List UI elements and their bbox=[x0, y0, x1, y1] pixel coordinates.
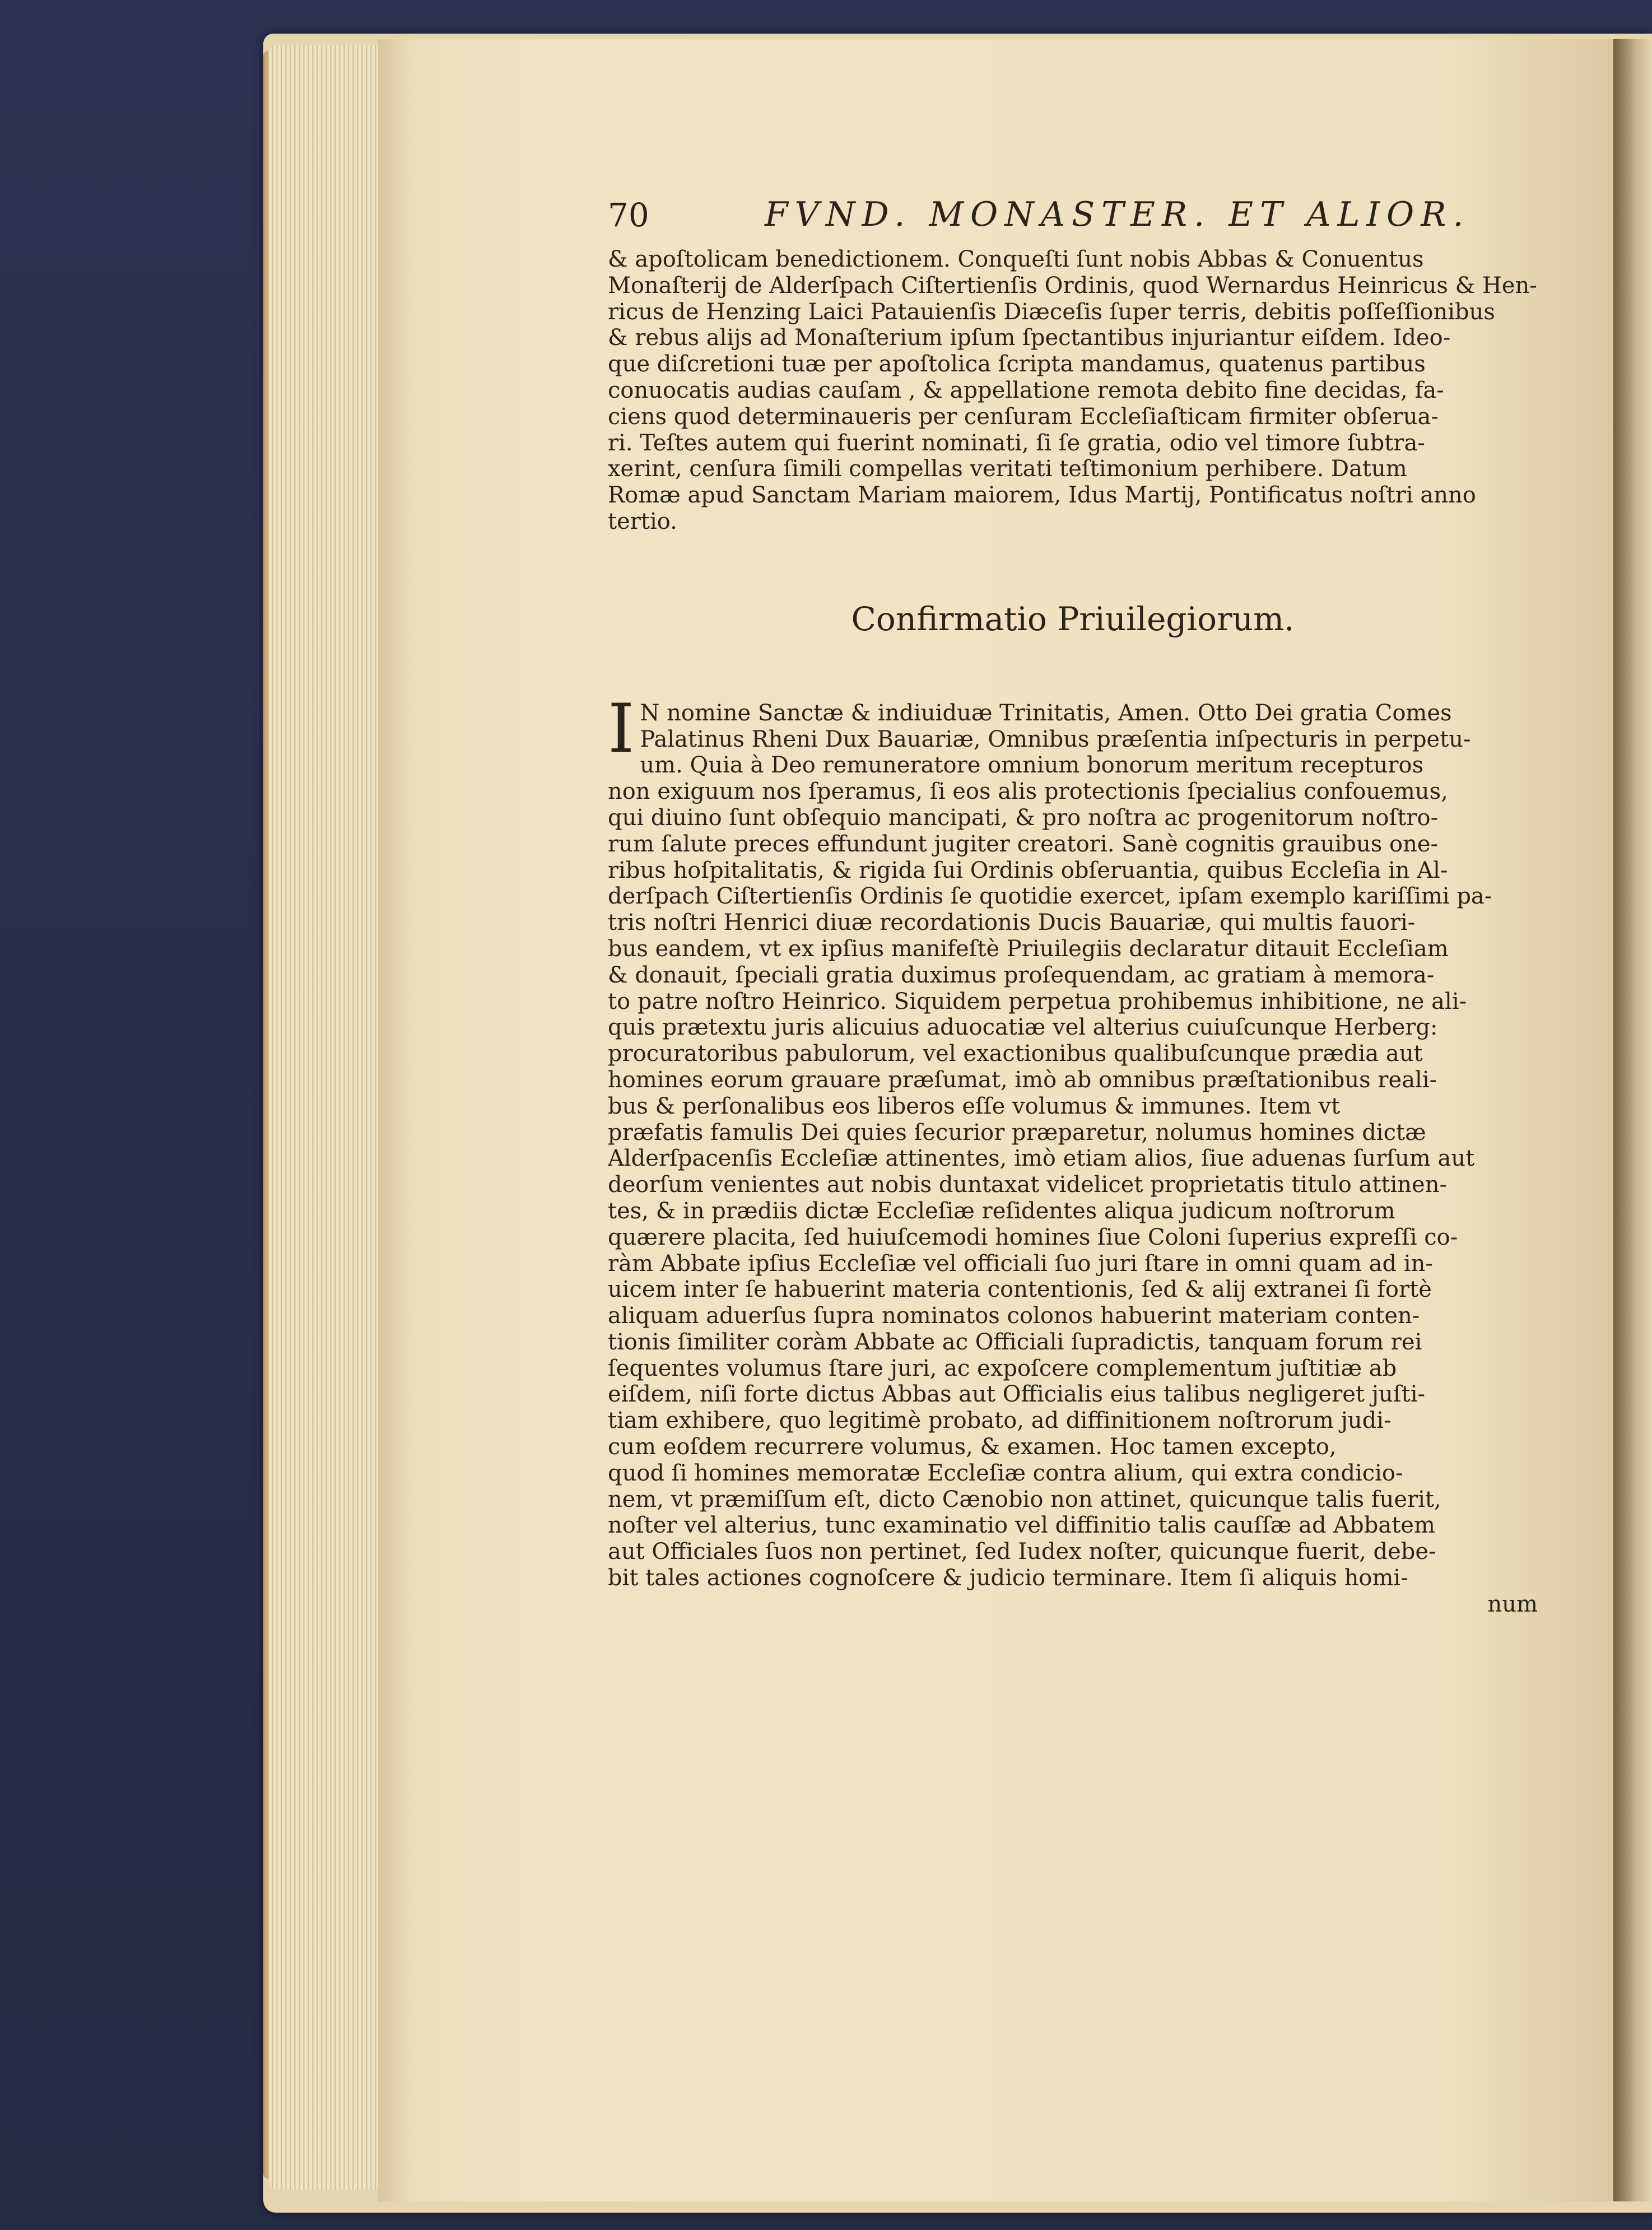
charter-paragraph bbox=[608, 690, 1538, 1618]
text-line: quod ſi homines memoratæ Eccleſiæ contra alium, qui extra condicio- bbox=[608, 1460, 1403, 1486]
text-line: eiſdem, niſi forte dictus Abbas aut Officialis eius talibus negligeret juſti- bbox=[608, 1381, 1426, 1408]
text-line: procuratoribus pabulorum, vel exactionibus qualibuſcunque prædia aut bbox=[608, 1041, 1423, 1067]
text-line: deorſum venientes aut nobis duntaxat videlicet proprietatis titulo attinen- bbox=[608, 1172, 1448, 1198]
letter-paragraph bbox=[608, 246, 1538, 535]
text-line: ricus de Henzing Laici Patauienſis Diæceſis ſuper terris, debitis poſſeſſionibus bbox=[608, 299, 1495, 325]
text-line: xerint, cenſura ſimili compellas veritati teſtimonium perhibere. Datum bbox=[608, 456, 1407, 482]
text-line: ràm Abbate ipſius Eccleſiæ vel officiali ſuo juri ſtare in omni quam ad in- bbox=[608, 1250, 1433, 1277]
text-line: um. Quia à Deo remuneratore omnium bonorum meritum recepturos bbox=[640, 752, 1424, 779]
text-line: aut Officiales ſuos non pertinet, ſed Iudex noſter, quicunque fuerit, debe- bbox=[608, 1539, 1436, 1565]
text-line: Alderſpacenſis Eccleſiæ attinentes, imò etiam alios, ſiue aduenas ſurſum aut bbox=[608, 1146, 1475, 1172]
drop-cap: I bbox=[608, 690, 635, 768]
text-line: & rebus alijs ad Monaſterium ipſum ſpectantibus injuriantur eiſdem. Ideo- bbox=[608, 325, 1451, 351]
text-line: & apoſtolicam benedictionem. Conqueſti ſunt nobis Abbas & Conuentus bbox=[608, 246, 1424, 272]
text-line: derſpach Ciſtertienſis Ordinis ſe quotidie exercet, ipſam exemplo kariſſimi pa- bbox=[608, 883, 1492, 910]
text-line: bit tales actiones cognoſcere & judicio terminare. Item ſi aliquis homi- bbox=[608, 1565, 1408, 1591]
text-line: tris noſtri Henrici diuæ recordationis Ducis Bauariæ, qui multis fauori- bbox=[608, 910, 1416, 936]
catchword: num bbox=[1487, 1591, 1538, 1617]
text-line: aliquam aduerſus ſupra nominatos colonos habuerint materiam conten- bbox=[608, 1303, 1420, 1329]
running-head bbox=[608, 185, 1538, 246]
section-heading: Confirmatio Priuilegiorum. bbox=[851, 599, 1295, 638]
text-line: tionis ſimiliter coràm Abbate ac Officiali ſupradictis, tanquam forum rei bbox=[608, 1329, 1422, 1355]
text-line: to patre noſtro Heinrico. Siquidem perpetua prohibemus inhibitione, ne ali- bbox=[608, 988, 1467, 1014]
text-line: tes, & in prædiis dictæ Eccleſiæ reſidentes aliqua judicum noſtrorum bbox=[608, 1198, 1395, 1224]
text-line: rum ſalute preces effundunt jugiter creatori. Sanè cognitis grauibus one- bbox=[608, 831, 1439, 857]
text-block bbox=[608, 185, 1538, 1618]
text-line: quis prætextu juris alicuius aduocatiæ vel alterius cuiuſcunque Herberg: bbox=[608, 1014, 1438, 1041]
text-line: noſter vel alterius, tunc examinatio vel diffinitio talis cauſſæ ad Abbatem bbox=[608, 1512, 1435, 1539]
text-line: tiam exhibere, quo legitimè probato, ad diffinitionem noſtrorum judi- bbox=[608, 1408, 1392, 1434]
running-title: FVND. MONASTER. ET ALIOR. bbox=[765, 195, 1470, 234]
text-line: conuocatis audias cauſam , & appellatione remota debito fine decidas, fa- bbox=[608, 377, 1444, 403]
text-line: bus & perſonalibus eos liberos eſſe volumus & immunes. Item vt bbox=[608, 1093, 1341, 1119]
text-line: præfatis famulis Dei quies ſecurior præparetur, nolumus homines dictæ bbox=[608, 1119, 1426, 1146]
text-line: nem, vt præmiſſum eſt, dicto Cænobio non attinet, quicunque talis fuerit, bbox=[608, 1486, 1441, 1512]
text-line: ribus hoſpitalitatis, & rigida ſui Ordinis obſeruantia, quibus Eccleſia in Al- bbox=[608, 857, 1448, 883]
text-line: Romæ apud Sanctam Mariam maiorem, Idus Martij, Pontificatus noſtri anno bbox=[608, 482, 1476, 509]
text-line: quærere placita, ſed huiuſcemodi homines ſiue Coloni ſuperius expreſſi co- bbox=[608, 1224, 1458, 1250]
page-edges bbox=[269, 45, 378, 2190]
text-line: & donauit, ſpeciali gratia duximus proſequendam, ac gratiam à memora- bbox=[608, 962, 1435, 988]
text-line: N nomine Sanctæ & indiuiduæ Trinitatis, Amen. Otto Dei gratia Comes bbox=[640, 700, 1452, 726]
text-line: qui diuino ſunt obſequio mancipati, & pro noſtra ac progenitorum noſtro- bbox=[608, 804, 1439, 831]
text-line: homines eorum grauare præſumat, imò ab omnibus præſtationibus reali- bbox=[608, 1067, 1437, 1093]
text-line: cum eoſdem recurrere volumus, & examen. Hoc tamen excepto, bbox=[608, 1434, 1337, 1460]
text-line: Palatinus Rheni Dux Bauariæ, Omnibus præſentia inſpecturis in perpetu- bbox=[640, 726, 1471, 752]
text-line: non exiguum nos ſperamus, ſi eos alis protectionis ſpecialius confouemus, bbox=[608, 779, 1448, 805]
text-line: ſequentes volumus ſtare juri, ac expoſcere complementum juſtitiæ ab bbox=[608, 1355, 1397, 1381]
text-line: que diſcretioni tuæ per apoſtolica ſcripta mandamus, quatenus partibus bbox=[608, 351, 1426, 378]
text-line: bus eandem, vt ex ipſius manifeſtè Priuilegiis declaratur ditauit Eccleſiam bbox=[608, 935, 1449, 962]
text-line: ri. Teſtes autem qui fuerint nominati, ſi ſe gratia, odio vel timore ſubtra- bbox=[608, 430, 1425, 456]
text-line: ciens quod determinaueris per cenſuram Eccleſiaſticam firmiter obſerua- bbox=[608, 403, 1439, 430]
page-number: 70 bbox=[608, 196, 649, 234]
text-line: uicem inter ſe habuerint materia contentionis, ſed & alij extranei ſi fortè bbox=[608, 1277, 1432, 1303]
text-line: Monaſterij de Alderſpach Ciſtertienſis Ordinis, quod Wernardus Heinricus & Hen- bbox=[608, 272, 1537, 299]
page-gutter bbox=[1613, 39, 1652, 2201]
text-line: tertio. bbox=[608, 508, 677, 534]
